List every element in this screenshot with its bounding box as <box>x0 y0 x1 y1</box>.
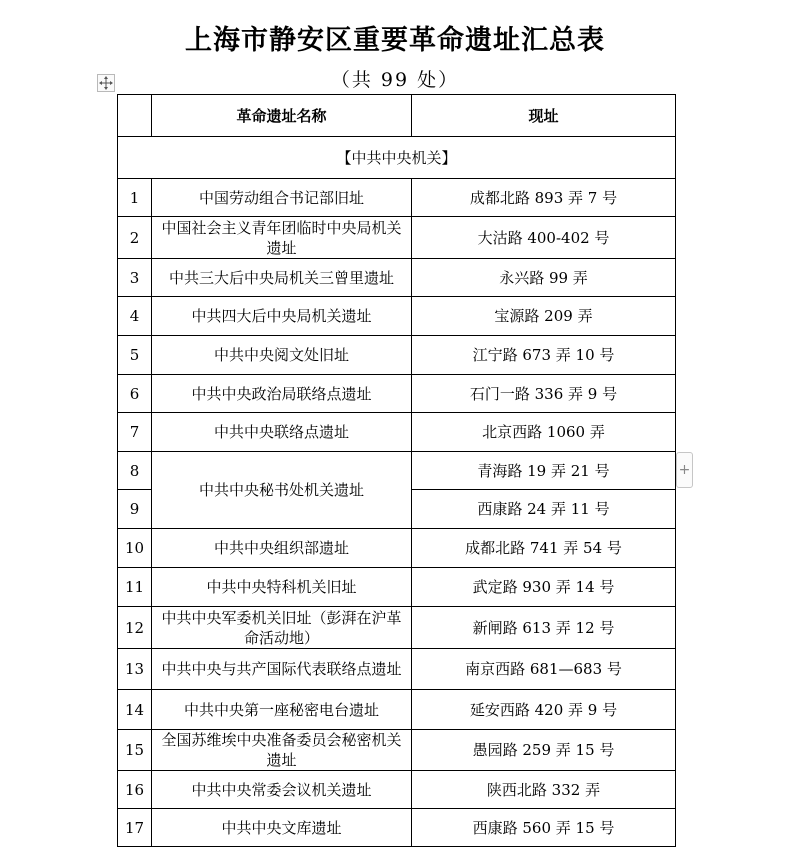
row-number: 1 <box>118 179 152 217</box>
row-number: 16 <box>118 771 152 809</box>
row-number: 2 <box>118 217 152 259</box>
table-row <box>118 690 676 730</box>
site-address: 青海路 19 弄 21 号 <box>412 452 676 490</box>
site-name: 中共中央与共产国际代表联络点遗址 <box>152 649 412 690</box>
table-row <box>118 649 676 690</box>
row-number: 17 <box>118 809 152 847</box>
row-number: 4 <box>118 297 152 336</box>
heritage-table <box>117 94 676 847</box>
site-name: 中共三大后中央局机关三曾里遗址 <box>152 259 412 297</box>
site-address: 成都北路 893 弄 7 号 <box>412 179 676 217</box>
table-header-row <box>118 95 676 137</box>
site-address: 永兴路 99 弄 <box>412 259 676 297</box>
site-name: 中共中央常委会议机关遗址 <box>152 771 412 809</box>
row-number: 3 <box>118 259 152 297</box>
table-row <box>118 452 676 490</box>
row-number: 7 <box>118 413 152 452</box>
site-address: 愚园路 259 弄 15 号 <box>412 730 676 771</box>
section-row <box>118 137 676 179</box>
site-name: 中共中央第一座秘密电台遗址 <box>152 690 412 730</box>
move-icon <box>98 75 114 91</box>
table-row <box>118 771 676 809</box>
site-name: 中共中央文库遗址 <box>152 809 412 847</box>
row-number: 15 <box>118 730 152 771</box>
table-row <box>118 607 676 649</box>
row-number: 11 <box>118 568 152 607</box>
site-address: 石门一路 336 弄 9 号 <box>412 375 676 413</box>
site-name: 中共中央组织部遗址 <box>152 529 412 568</box>
table-row <box>118 730 676 771</box>
section-title: 【中共中央机关】 <box>118 137 676 179</box>
site-name: 中共中央联络点遗址 <box>152 413 412 452</box>
table-row <box>118 809 676 847</box>
header-name: 革命遗址名称 <box>152 95 412 137</box>
site-address: 北京西路 1060 弄 <box>412 413 676 452</box>
row-number: 13 <box>118 649 152 690</box>
row-number: 10 <box>118 529 152 568</box>
site-name: 中共中央政治局联络点遗址 <box>152 375 412 413</box>
table-row <box>118 529 676 568</box>
document-title: 上海市静安区重要革命遗址汇总表 <box>185 25 605 56</box>
row-number: 14 <box>118 690 152 730</box>
table-row <box>118 413 676 452</box>
site-address: 西康路 560 弄 15 号 <box>412 809 676 847</box>
site-name: 中国劳动组合书记部旧址 <box>152 179 412 217</box>
site-address: 江宁路 673 弄 10 号 <box>412 336 676 375</box>
site-name: 中共中央特科机关旧址 <box>152 568 412 607</box>
site-address: 大沽路 400-402 号 <box>412 217 676 259</box>
table-row <box>118 297 676 336</box>
site-name: 中国社会主义青年团临时中央局机关遗址 <box>152 217 412 259</box>
site-name: 中共中央秘书处机关遗址 <box>152 452 412 529</box>
site-address: 延安西路 420 弄 9 号 <box>412 690 676 730</box>
table-row <box>118 217 676 259</box>
site-name: 中共四大后中央局机关遗址 <box>152 297 412 336</box>
row-number: 6 <box>118 375 152 413</box>
document-subtitle: （共 99 处） <box>330 69 460 91</box>
site-address: 宝源路 209 弄 <box>412 297 676 336</box>
site-address: 陕西北路 332 弄 <box>412 771 676 809</box>
site-name: 全国苏维埃中央准备委员会秘密机关遗址 <box>152 730 412 771</box>
site-address: 南京西路 681—683 号 <box>412 649 676 690</box>
site-name: 中共中央军委机关旧址（彭湃在沪革命活动地） <box>152 607 412 649</box>
table-row <box>118 179 676 217</box>
table-row <box>118 259 676 297</box>
table-row <box>118 336 676 375</box>
table-row <box>118 375 676 413</box>
row-number: 5 <box>118 336 152 375</box>
site-address: 成都北路 741 弄 54 号 <box>412 529 676 568</box>
row-number: 8 <box>118 452 152 490</box>
table-move-handle[interactable] <box>97 74 115 92</box>
site-address: 西康路 24 弄 11 号 <box>412 490 676 529</box>
table-row <box>118 568 676 607</box>
plus-icon: + <box>678 462 691 478</box>
table-add-column-button[interactable] <box>676 452 693 488</box>
site-address: 武定路 930 弄 14 号 <box>412 568 676 607</box>
site-address: 新闸路 613 弄 12 号 <box>412 607 676 649</box>
site-name: 中共中央阅文处旧址 <box>152 336 412 375</box>
header-address: 现址 <box>412 95 676 137</box>
header-number <box>118 95 152 137</box>
row-number: 12 <box>118 607 152 649</box>
row-number: 9 <box>118 490 152 529</box>
